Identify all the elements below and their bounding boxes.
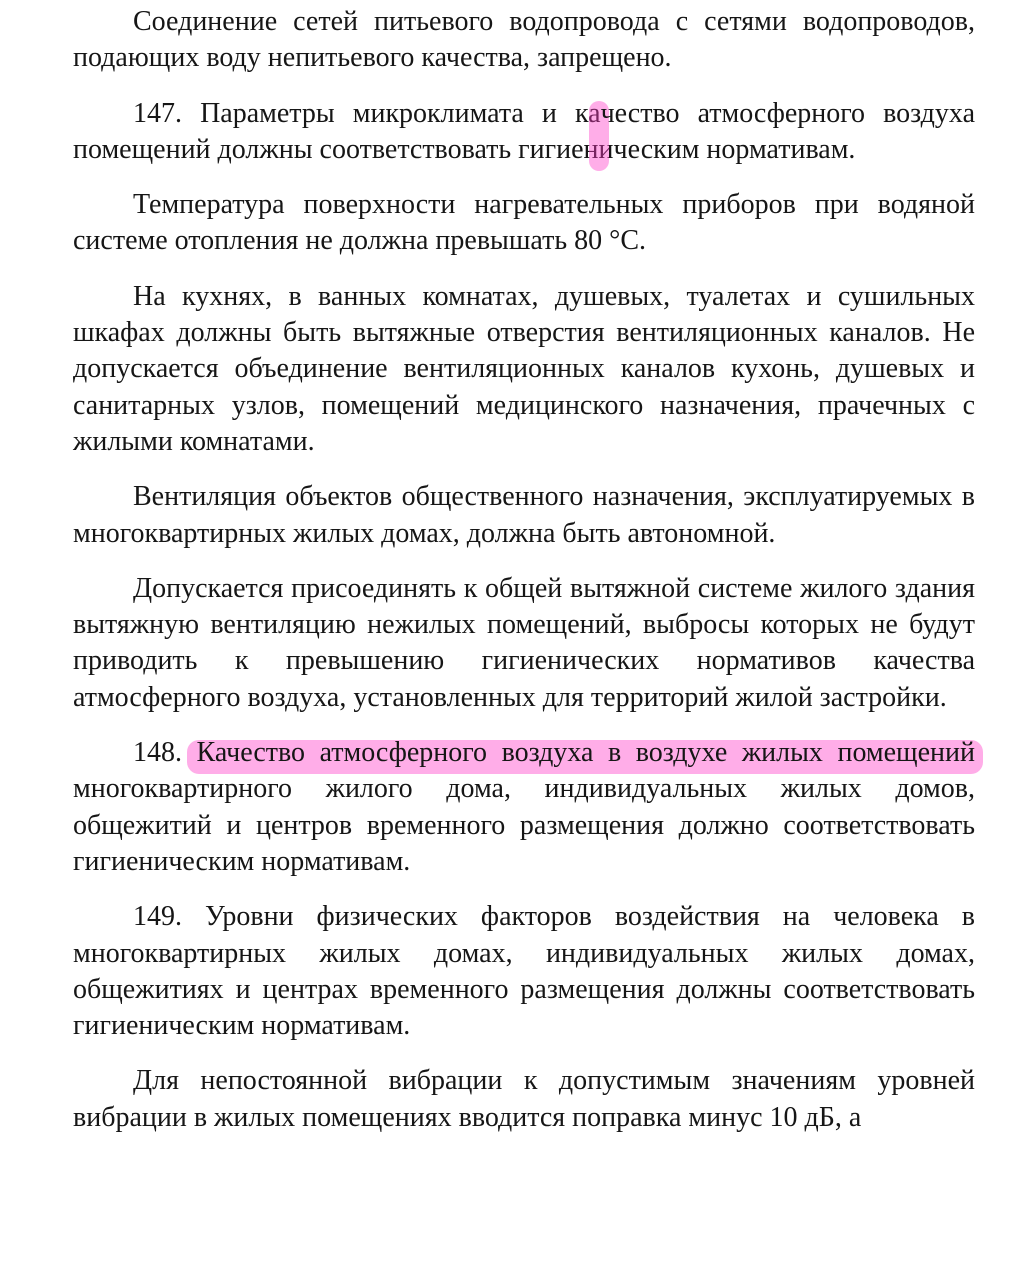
- highlighted-text: Качество атмосферного воздуха в воздухе жилых помещений: [196, 737, 975, 769]
- paragraph-heater-temperature: Температура поверхности нагревательных приборов при водяной системе отопления не должна превышать 80 °С.: [73, 189, 975, 257]
- paragraph-147-lead: 147. Параметры микроклимата и ка: [133, 97, 601, 129]
- paragraph-147: [73, 96, 975, 169]
- paragraph-148-lead: 148.: [133, 737, 197, 769]
- paragraph-public-ventilation: Вентиляция объектов общественного назначения, эксплуатируемых в многоквартирных жилых домах, должна быть автономной.: [73, 481, 975, 549]
- highlighted-text: чество атмосферного воздуха помещений: [73, 97, 975, 165]
- paragraph-vibration: Для непостоянной вибрации к допустимым значениям уровней вибрации в жилых помещениях вводится поправка минус 10 дБ, а: [73, 1065, 975, 1133]
- paragraph-exhaust-system: Допускается присоединять к общей вытяжной системе жилого здания вытяжную вентиляцию нежилых помещений, выбросы которых не будут приводить к превышению гигиенических нормативов качества атмосферного воздуха, установленных для территорий жилой застройки.: [73, 572, 975, 713]
- paragraph-149: 149. Уровни физических факторов воздействия на человека в многоквартирных жилых домах, индивидуальных жилых домах, общежитиях и центрах временного размещения должны соответствовать гигиеническим нормативам.: [73, 901, 975, 1042]
- paragraph-kitchen-ventilation: На кухнях, в ванных комнатах, душевых, туалетах и сушильных шкафах должны быть вытяжные отверстия вентиляционных каналов. Не допускается объединение вентиляционных каналов кухонь, душевых и санитарных узлов, помещений медицинского назначения, прачечных с жилыми комнатами.: [73, 280, 975, 457]
- paragraph-147-rest: должны соответствовать гигиеническим нормативам.: [210, 133, 856, 165]
- paragraph-148: [73, 735, 975, 880]
- document-page: [73, 4, 975, 1155]
- paragraph-water-supply: Соединение сетей питьевого водопровода с сетями водопроводов, подающих воду непитьевого качества, запрещено.: [73, 6, 975, 74]
- paragraph-148-rest: многоквартирного жилого дома, индивидуальных жилых домов, общежитий и центров временного размещения должно соответствовать гигиеническим нормативам.: [73, 773, 975, 877]
